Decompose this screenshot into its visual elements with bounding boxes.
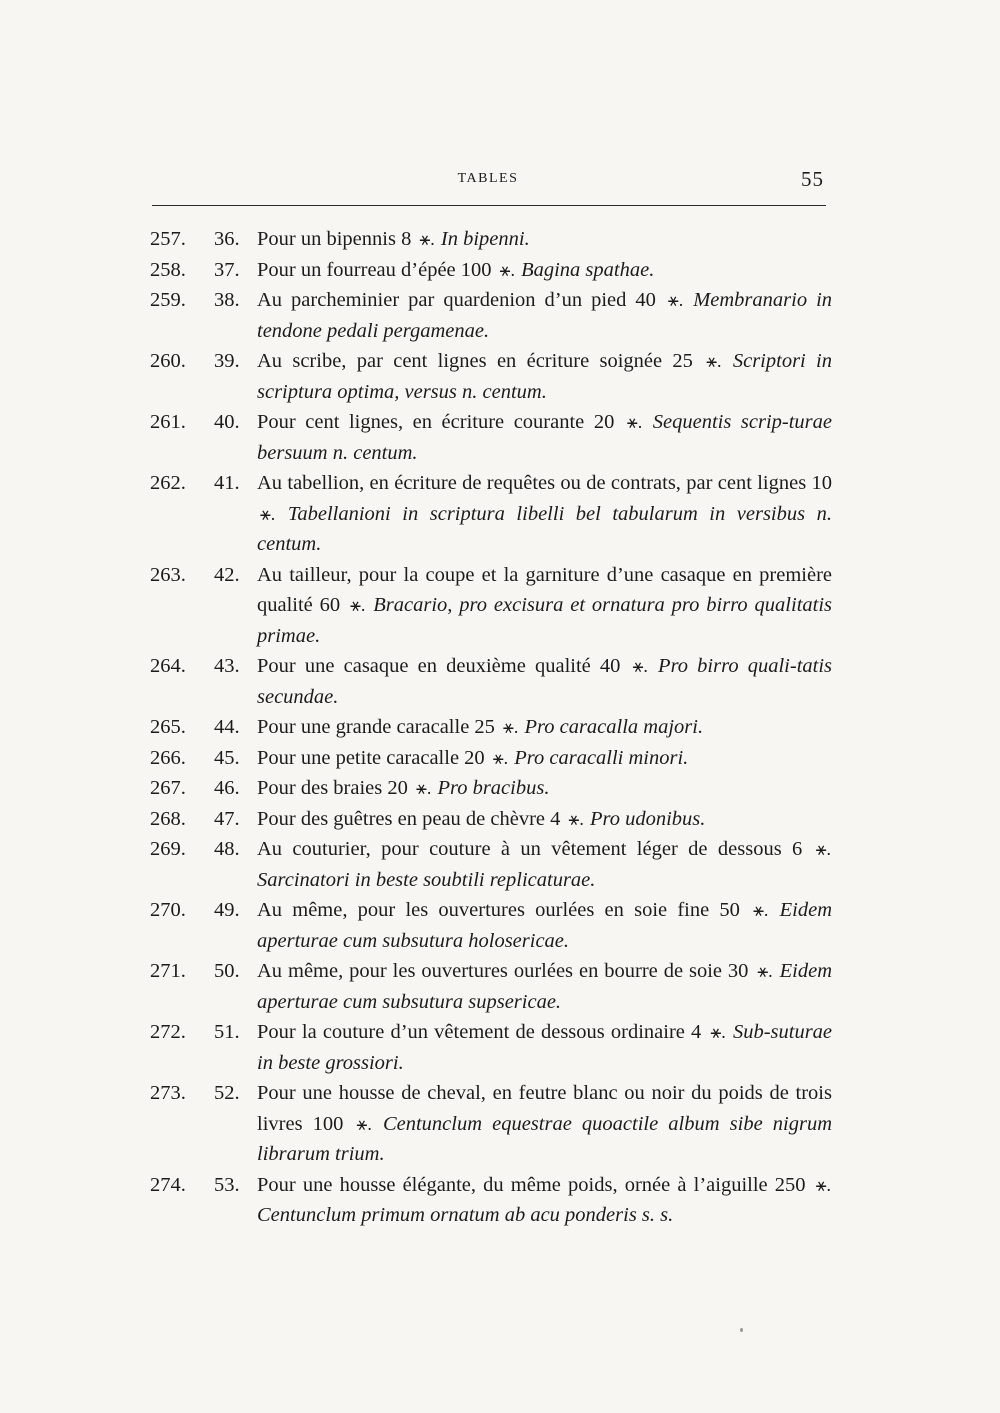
denarius-icon: ⚹. xyxy=(753,900,769,920)
latin-text: Centunclum equestrae quoactile album sibe nigrum librarum trium. xyxy=(257,1112,833,1165)
entry-number: 273. xyxy=(150,1082,186,1104)
latin-text: Membranario in tendone pedali pergamenae. xyxy=(257,289,833,342)
entry-text xyxy=(257,407,840,468)
list-item xyxy=(150,1017,840,1078)
entry-number: 266. xyxy=(150,746,186,769)
list-item xyxy=(150,651,840,712)
latin-text: Pro bracibus. xyxy=(437,777,550,799)
entry-text xyxy=(257,712,840,743)
article-number: 42. xyxy=(214,563,240,586)
entry-number: 262. xyxy=(150,472,186,494)
list-item xyxy=(150,346,840,407)
list-item xyxy=(150,1078,840,1170)
denarius-icon: ⚹. xyxy=(815,1174,832,1195)
entry-text xyxy=(257,560,840,652)
entry-text xyxy=(257,346,840,407)
french-text: Pour un bipennis 8 xyxy=(257,228,412,250)
page-number: 55 xyxy=(801,167,824,191)
article-number: 43. xyxy=(214,655,240,677)
french-text: Pour une casaque en deuxième qualité 40 xyxy=(257,655,621,677)
latin-text: Bracario, pro excisura et ornatura pro birro qualitatis primae. xyxy=(257,594,833,647)
article-number: 44. xyxy=(214,716,240,738)
denarius-icon: ⚹. xyxy=(350,595,366,615)
article-number: 52. xyxy=(214,1082,240,1104)
latin-text: Pro caracalla majori. xyxy=(524,716,704,738)
latin-text: In bipenni. xyxy=(440,228,530,250)
article-number: 53. xyxy=(214,1173,240,1196)
article-number: 37. xyxy=(214,258,240,281)
entry-text xyxy=(257,255,840,286)
french-text: Au couturier, pour couture à un vêtement léger de dessous 6 xyxy=(257,838,803,860)
french-text: Pour une grande caracalle 25 xyxy=(257,716,495,738)
denarius-icon: ⚹. xyxy=(416,778,432,798)
french-text: Pour la couture d’un vêtement de dessous ordinaire 4 xyxy=(257,1021,702,1043)
article-number: 48. xyxy=(214,838,240,860)
french-text: Pour une housse élégante, du même poids, ornée à l’aiguille 250 xyxy=(257,1173,806,1196)
list-item xyxy=(150,468,840,560)
denarius-icon: ⚹. xyxy=(503,717,519,737)
latin-text: Sub-suturae in beste grossiori. xyxy=(257,1021,833,1074)
entry-number: 257. xyxy=(150,228,186,250)
denarius-icon: ⚹. xyxy=(568,808,584,829)
denarius-icon: ⚹. xyxy=(419,229,435,249)
french-text: Pour un fourreau d’épée 100 xyxy=(257,258,492,281)
article-number: 45. xyxy=(214,746,240,769)
french-text: Au tailleur, pour la coupe et la garniture d’une casaque en première qualité 60 xyxy=(257,563,832,616)
denarius-icon: ⚹. xyxy=(499,259,515,280)
entry-number: 271. xyxy=(150,960,186,982)
denarius-icon: ⚹. xyxy=(667,290,684,310)
entry-number: 268. xyxy=(150,807,186,830)
entry-text xyxy=(257,1078,840,1170)
denarius-icon: ⚹. xyxy=(492,747,509,768)
running-head xyxy=(152,168,824,192)
denarius-icon: ⚹. xyxy=(356,1113,372,1134)
entry-number: 264. xyxy=(150,655,186,677)
article-number: 38. xyxy=(214,289,240,311)
article-number: 47. xyxy=(214,807,240,830)
entry-number: 269. xyxy=(150,838,186,860)
list-item xyxy=(150,407,840,468)
list-item xyxy=(150,895,840,956)
latin-text: Sequentis scrip-turae bersuum n. centum. xyxy=(257,411,832,464)
list-item xyxy=(150,834,840,895)
article-number: 49. xyxy=(214,899,240,921)
latin-text: Centunclum primum ornatum ab acu ponderis s. s. xyxy=(257,1204,674,1226)
entry-text xyxy=(257,743,840,774)
denarius-icon: ⚹. xyxy=(706,351,722,371)
latin-text: Sarcinatori in beste soubtili replicaturae. xyxy=(257,868,596,891)
entry-text xyxy=(257,895,840,956)
list-item xyxy=(150,224,840,255)
list-item xyxy=(150,1170,840,1231)
french-text: Au même, pour les ouvertures ourlées en soie fine 50 xyxy=(257,899,740,921)
denarius-icon: ⚹. xyxy=(260,503,276,524)
article-number: 46. xyxy=(214,777,240,799)
article-number: 51. xyxy=(214,1021,240,1043)
entry-number: 270. xyxy=(150,899,186,921)
article-number: 50. xyxy=(214,960,240,982)
article-number: 39. xyxy=(214,350,240,372)
list-item xyxy=(150,712,840,743)
entry-text xyxy=(257,651,840,712)
article-number: 36. xyxy=(214,228,240,250)
entry-text xyxy=(257,1170,840,1231)
entry-text xyxy=(257,224,840,255)
list-item xyxy=(150,285,840,346)
entry-number: 259. xyxy=(150,289,186,311)
latin-text: Pro birro quali-tatis secundae. xyxy=(257,655,833,708)
latin-text: Pro udonibus. xyxy=(589,807,706,830)
denarius-icon: ⚹. xyxy=(632,656,648,676)
paper-speck xyxy=(740,1328,743,1332)
list-item xyxy=(150,743,840,774)
list-item xyxy=(150,255,840,286)
list-item xyxy=(150,560,840,652)
french-text: Pour une petite caracalle 20 xyxy=(257,746,485,769)
header-rule xyxy=(152,205,826,206)
entry-number: 261. xyxy=(150,411,186,433)
french-text: Pour des guêtres en peau de chèvre 4 xyxy=(257,807,561,830)
entry-text xyxy=(257,285,840,346)
latin-text: Pro caracalli minori. xyxy=(514,746,689,769)
list-item xyxy=(150,956,840,1017)
entry-number: 263. xyxy=(150,563,186,586)
entry-number: 258. xyxy=(150,258,186,281)
latin-text: Eidem aperturae cum subsutura holosericae. xyxy=(257,899,832,952)
french-text: Au même, pour les ouvertures ourlées en bourre de soie 30 xyxy=(257,960,749,982)
french-text: Au tabellion, en écriture de requêtes ou de contrats, par cent lignes 10 xyxy=(257,472,832,494)
denarius-icon: ⚹. xyxy=(710,1022,726,1042)
latin-text: Tabellanioni in scriptura libelli bel tabularum in versibus n. centum. xyxy=(257,502,832,555)
entry-text xyxy=(257,804,840,835)
list-item xyxy=(150,773,840,804)
denarius-icon: ⚹. xyxy=(626,412,643,432)
latin-text: Eidem aperturae cum subsutura supsericae. xyxy=(257,960,832,1013)
entry-number: 260. xyxy=(150,350,186,372)
entry-text xyxy=(257,773,840,804)
french-text: Pour cent lignes, en écriture courante 20 xyxy=(257,411,615,433)
entry-text xyxy=(257,834,840,895)
entry-number: 274. xyxy=(150,1173,186,1196)
entry-text xyxy=(257,956,840,1017)
french-text: Pour une housse de cheval, en feutre blanc ou noir du poids de trois livres 100 xyxy=(257,1082,832,1135)
entry-text xyxy=(257,468,840,560)
price-list xyxy=(150,224,840,1231)
entry-number: 272. xyxy=(150,1021,186,1043)
latin-text: Scriptori in scriptura optima, versus n. centum. xyxy=(257,350,833,403)
entry-number: 265. xyxy=(150,716,186,738)
french-text: Pour des braies 20 xyxy=(257,777,408,799)
article-number: 41. xyxy=(214,472,240,494)
list-item xyxy=(150,804,840,835)
entry-number: 267. xyxy=(150,777,186,799)
article-number: 40. xyxy=(214,411,240,433)
french-text: Au scribe, par cent lignes en écriture soignée 25 xyxy=(257,350,693,372)
latin-text: Bagina spathae. xyxy=(521,258,655,281)
denarius-icon: ⚹. xyxy=(757,961,773,981)
entry-text xyxy=(257,1017,840,1078)
french-text: Au parcheminier par quardenion d’un pied 40 xyxy=(257,289,656,311)
denarius-icon: ⚹. xyxy=(815,839,832,859)
running-title: TABLES xyxy=(457,171,519,186)
